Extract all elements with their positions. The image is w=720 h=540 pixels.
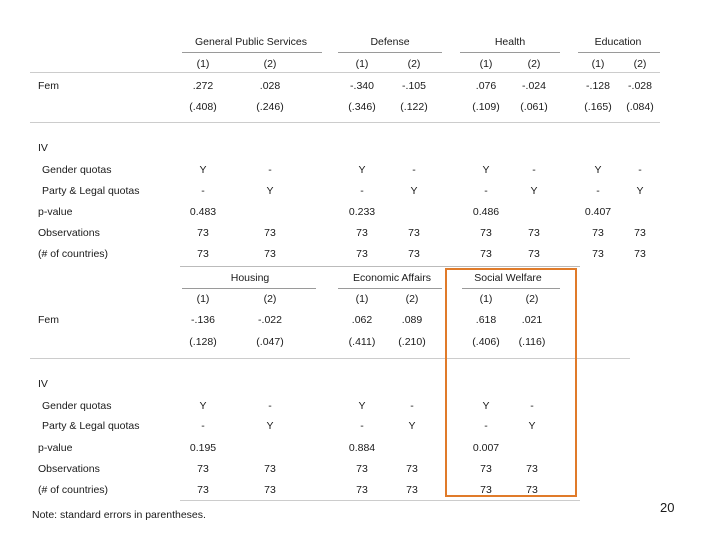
row-label-observations: Observations: [38, 463, 100, 475]
row-label-p-value: p-value: [38, 206, 73, 218]
col-header: (2): [263, 293, 277, 305]
plq-value: Y: [266, 420, 274, 432]
group-header-general-public-services: General Public Services: [194, 36, 308, 48]
col-header: (2): [263, 58, 277, 70]
group-header-education: Education: [594, 36, 642, 48]
fem-value: .028: [259, 80, 281, 92]
plq-value: -: [201, 420, 205, 432]
group-header-defense: Defense: [370, 36, 410, 48]
nc-value: 73: [356, 484, 368, 496]
obs-value: 73: [264, 227, 276, 239]
gq-value: Y: [482, 400, 490, 412]
se-value: (.084): [626, 101, 654, 113]
plq-value: Y: [266, 185, 274, 197]
gq-value: Y: [482, 164, 490, 176]
p-value: 0.233: [348, 206, 376, 218]
gq-value: -: [410, 400, 414, 412]
col-header: (2): [405, 293, 419, 305]
se-value: (.165): [584, 101, 612, 113]
se-value: (.406): [472, 336, 500, 348]
p-value: 0.407: [584, 206, 612, 218]
group-header-economic-affairs: Economic Affairs: [352, 272, 432, 284]
fem-value: .089: [401, 314, 423, 326]
obs-value: 73: [264, 463, 276, 475]
se-value: (.346): [348, 101, 376, 113]
col-header: (2): [525, 293, 539, 305]
se-value: (.408): [189, 101, 217, 113]
nc-value: 73: [406, 484, 418, 496]
fem-value: .618: [475, 314, 497, 326]
page-number: 20: [660, 500, 675, 515]
fem-value: .021: [521, 314, 543, 326]
fem-value: -.024: [522, 80, 546, 92]
nc-value: 73: [264, 484, 276, 496]
gq-value: Y: [199, 400, 207, 412]
footnote: Note: standard errors in parentheses.: [32, 509, 206, 521]
obs-value: 73: [480, 463, 492, 475]
group-header-health: Health: [494, 36, 526, 48]
fem-value: .076: [475, 80, 497, 92]
fem-value: -.022: [258, 314, 282, 326]
bottom-rule: [180, 500, 580, 501]
col-header: (1): [355, 293, 369, 305]
obs-value: 73: [356, 463, 368, 475]
plq-value: Y: [408, 420, 416, 432]
col-header: (1): [196, 293, 210, 305]
header-rule: [338, 288, 442, 289]
p-value: 0.007: [472, 442, 500, 454]
obs-value: 73: [526, 463, 538, 475]
se-value: (.109): [472, 101, 500, 113]
obs-value: 73: [356, 227, 368, 239]
gq-value: -: [638, 164, 642, 176]
nc-value: 73: [264, 248, 276, 260]
p-value: 0.884: [348, 442, 376, 454]
fem-value: -.136: [191, 314, 215, 326]
obs-value: 73: [197, 227, 209, 239]
obs-value: 73: [408, 227, 420, 239]
row-label-p-value: p-value: [38, 442, 73, 454]
fem-value: .062: [351, 314, 373, 326]
row-label-gender-quotas: Gender quotas: [42, 164, 112, 176]
col-header: (1): [479, 293, 493, 305]
gq-value: -: [532, 164, 536, 176]
se-value: (.047): [256, 336, 284, 348]
gq-value: Y: [358, 400, 366, 412]
gq-value: Y: [358, 164, 366, 176]
header-rule: [338, 52, 442, 53]
fem-value: -.128: [586, 80, 610, 92]
nc-value: 73: [197, 484, 209, 496]
col-header: (2): [633, 58, 647, 70]
fem-value: -.028: [628, 80, 652, 92]
plq-value: Y: [410, 185, 418, 197]
se-value: (.122): [400, 101, 428, 113]
col-header: (1): [196, 58, 210, 70]
header-rule: [182, 288, 316, 289]
header-rule: [460, 52, 560, 53]
nc-value: 73: [634, 248, 646, 260]
plq-value: -: [596, 185, 600, 197]
header-rule: [182, 52, 322, 53]
obs-value: 73: [480, 227, 492, 239]
se-value: (.061): [520, 101, 548, 113]
plq-value: -: [484, 420, 488, 432]
gq-value: -: [530, 400, 534, 412]
plq-value: -: [484, 185, 488, 197]
group-header-housing: Housing: [230, 272, 270, 284]
plq-value: Y: [530, 185, 538, 197]
se-value: (.128): [189, 336, 217, 348]
row-label-iv: IV: [38, 142, 48, 154]
row-label-fem: Fem: [38, 314, 59, 326]
plq-value: Y: [528, 420, 536, 432]
plq-value: Y: [636, 185, 644, 197]
nc-value: 73: [356, 248, 368, 260]
nc-value: 73: [197, 248, 209, 260]
nc-value: 73: [592, 248, 604, 260]
fem-value: .272: [192, 80, 214, 92]
nc-value: 73: [480, 484, 492, 496]
row-label-party-legal-quotas: Party & Legal quotas: [42, 420, 140, 432]
col-header: (2): [407, 58, 421, 70]
row-label-fem: Fem: [38, 80, 59, 92]
section-rule: [30, 122, 660, 123]
top-rule: [30, 72, 660, 73]
col-header: (1): [479, 58, 493, 70]
se-value: (.210): [398, 336, 426, 348]
nc-value: 73: [528, 248, 540, 260]
row-label-num-countries: (# of countries): [38, 484, 109, 496]
header-rule: [578, 52, 660, 53]
nc-value: 73: [408, 248, 420, 260]
top-rule: [180, 266, 580, 267]
p-value: 0.483: [189, 206, 217, 218]
nc-value: 73: [526, 484, 538, 496]
fem-value: -.340: [350, 80, 374, 92]
obs-value: 73: [197, 463, 209, 475]
plq-value: -: [360, 420, 364, 432]
col-header: (1): [355, 58, 369, 70]
se-value: (.116): [518, 336, 546, 348]
group-header-social-welfare: Social Welfare: [474, 272, 542, 284]
social-welfare-highlight-box: [445, 268, 577, 497]
nc-value: 73: [480, 248, 492, 260]
row-label-gender-quotas: Gender quotas: [42, 400, 112, 412]
plq-value: -: [360, 185, 364, 197]
col-header: (1): [591, 58, 605, 70]
plq-value: -: [201, 185, 205, 197]
obs-value: 73: [634, 227, 646, 239]
se-value: (.411): [348, 336, 376, 348]
p-value: 0.486: [472, 206, 500, 218]
gq-value: -: [268, 400, 272, 412]
gq-value: Y: [594, 164, 602, 176]
row-label-observations: Observations: [38, 227, 100, 239]
obs-value: 73: [528, 227, 540, 239]
gq-value: -: [412, 164, 416, 176]
row-label-num-countries: (# of countries): [38, 248, 109, 260]
gq-value: -: [268, 164, 272, 176]
se-value: (.246): [256, 101, 284, 113]
col-header: (2): [527, 58, 541, 70]
row-label-iv: IV: [38, 378, 48, 390]
obs-value: 73: [592, 227, 604, 239]
p-value: 0.195: [189, 442, 217, 454]
row-label-party-legal-quotas: Party & Legal quotas: [42, 185, 140, 197]
fem-value: -.105: [402, 80, 426, 92]
gq-value: Y: [199, 164, 207, 176]
obs-value: 73: [406, 463, 418, 475]
